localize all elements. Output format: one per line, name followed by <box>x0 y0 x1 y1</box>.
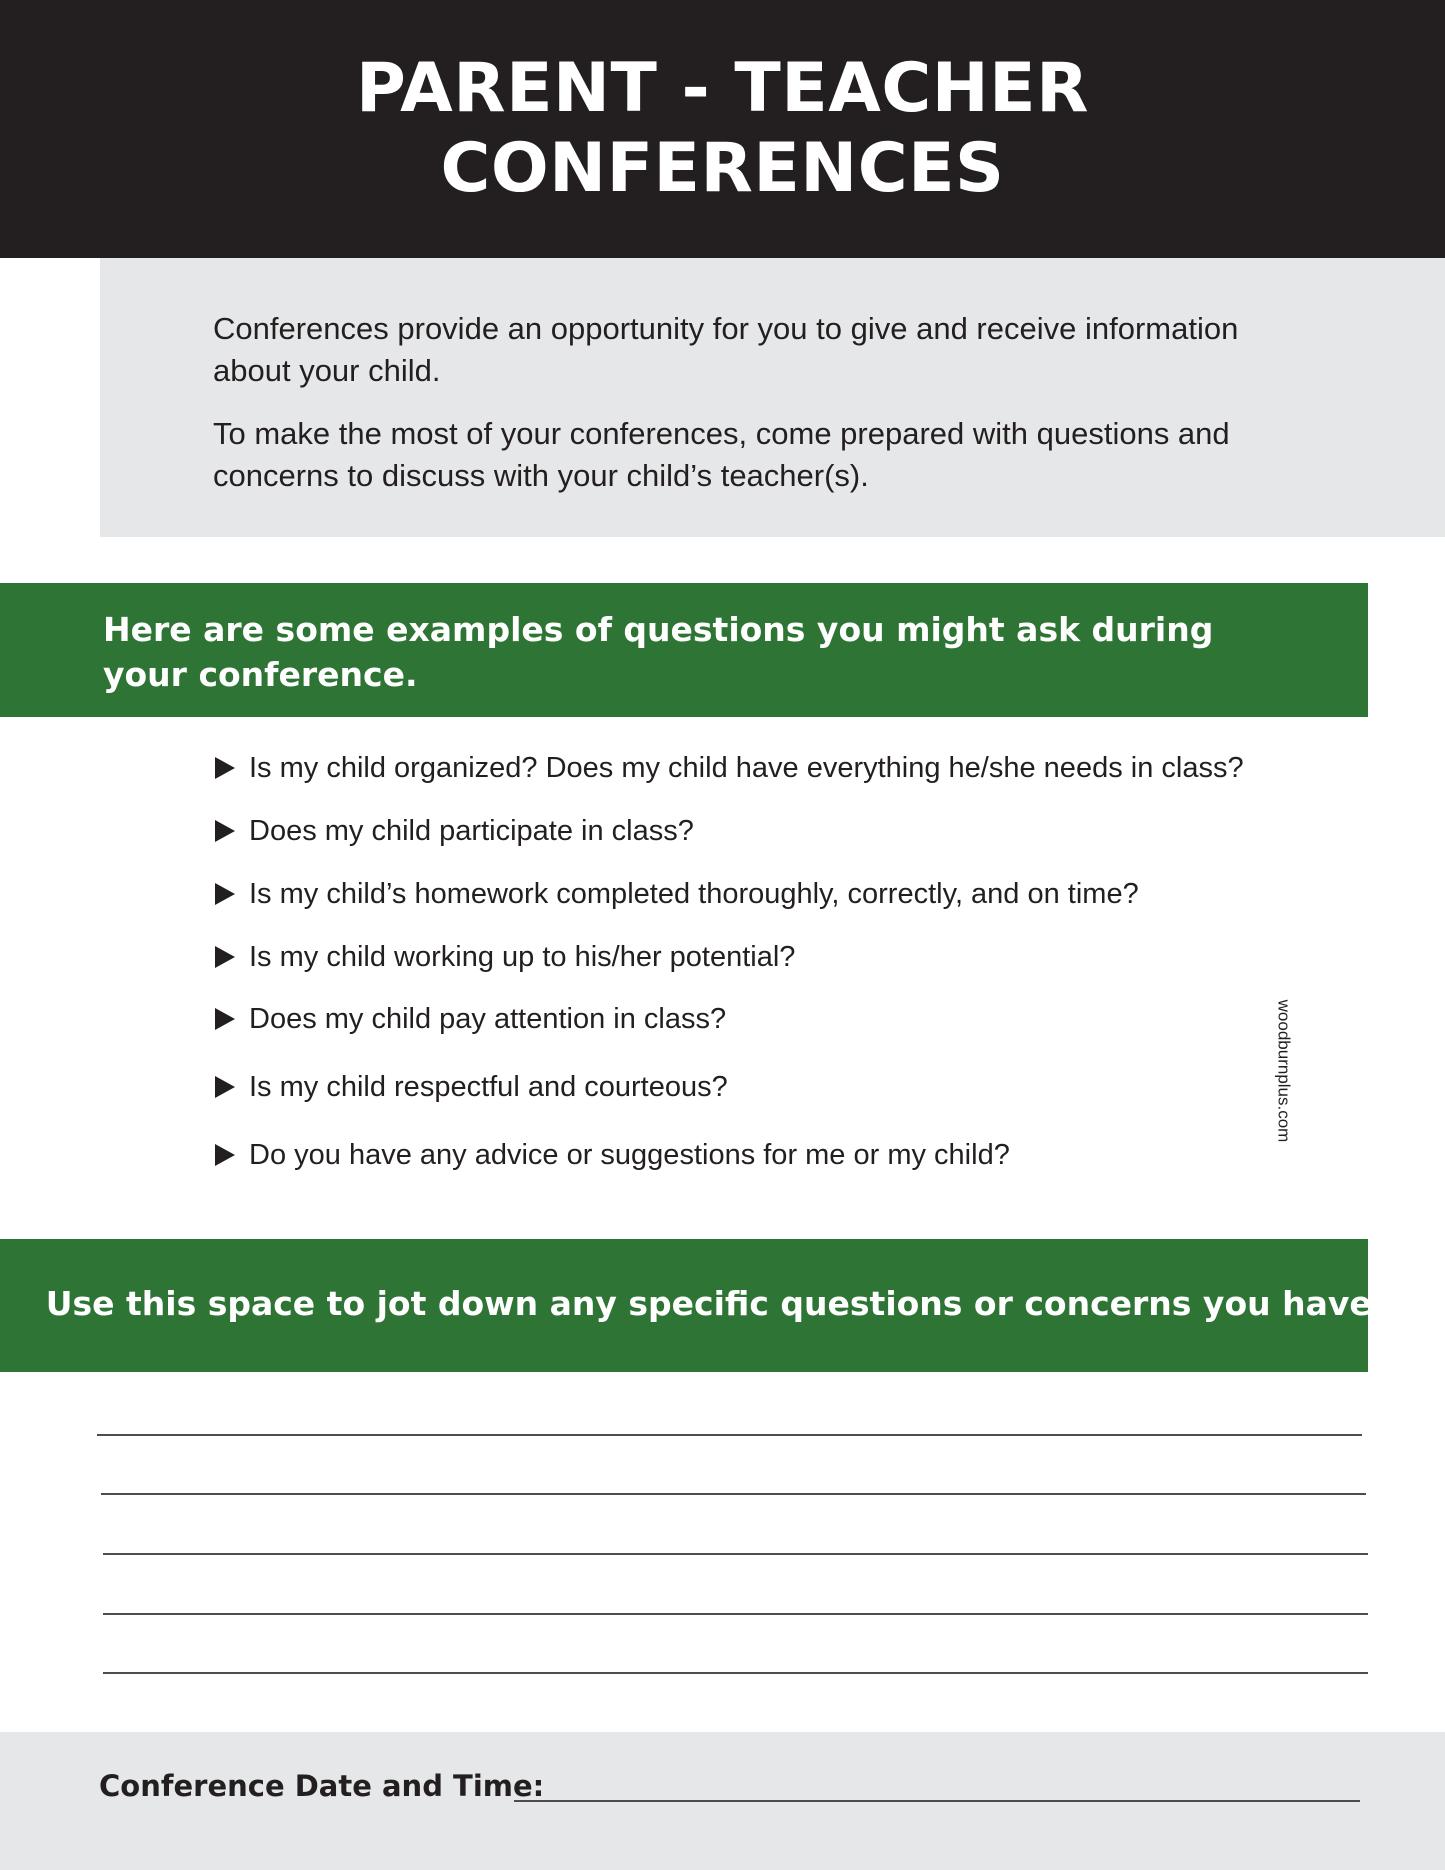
examples-heading-band <box>0 583 1368 717</box>
notes-heading: Use this space to jot down any specific questions or concerns you have. <box>45 1284 1385 1323</box>
question-text: Is my child’s homework completed thoroughly, correctly, and on time? <box>249 878 1139 910</box>
footer-panel <box>0 1732 1445 1870</box>
list-item <box>215 1068 728 1106</box>
question-text: Is my child respectful and courteous? <box>249 1071 728 1103</box>
question-text: Do you have any advice or suggestions for me or my child? <box>249 1139 1010 1171</box>
triangle-bullet-icon <box>215 1076 235 1098</box>
conference-date-label: Conference Date and Time: <box>99 1769 545 1803</box>
triangle-bullet-icon <box>215 883 235 905</box>
intro-paragraph-2: To make the most of your conferences, come prepared with questions and concerns to discuss with your child’s teacher(s). <box>213 416 1230 493</box>
intro-paragraph-1: Conferences provide an opportunity for you to give and receive information about your child. <box>213 311 1239 388</box>
question-text: Is my child working up to his/her potential? <box>249 941 796 973</box>
watermark-text: woodburnplus.com <box>1274 999 1294 1142</box>
watermark <box>1268 988 1298 1153</box>
notes-heading-band <box>0 1239 1385 1372</box>
writing-line[interactable] <box>101 1493 1366 1495</box>
page-title-line-1: PARENT - TEACHER <box>356 49 1089 128</box>
question-text: Does my child participate in class? <box>249 815 694 847</box>
page-header <box>0 0 1445 258</box>
writing-line[interactable] <box>103 1672 1368 1674</box>
intro-panel <box>100 258 1445 537</box>
page-title-line-2: CONFERENCES <box>440 129 1005 208</box>
list-item <box>215 812 694 850</box>
list-item <box>215 1000 726 1038</box>
list-item <box>215 938 795 976</box>
list-item <box>215 1136 1010 1174</box>
triangle-bullet-icon <box>215 757 235 779</box>
question-text: Does my child pay attention in class? <box>249 1003 727 1035</box>
triangle-bullet-icon <box>215 820 235 842</box>
writing-line[interactable] <box>103 1553 1368 1555</box>
triangle-bullet-icon <box>215 946 235 968</box>
list-item <box>215 749 1244 787</box>
triangle-bullet-icon <box>215 1144 235 1166</box>
triangle-bullet-icon <box>215 1008 235 1030</box>
conference-date-field[interactable] <box>514 1800 1360 1802</box>
list-item <box>215 875 1139 913</box>
examples-heading: Here are some examples of questions you might ask during your conference. <box>103 610 1214 694</box>
question-text: Is my child organized? Does my child have everything he/she needs in class? <box>249 752 1244 784</box>
writing-line[interactable] <box>103 1613 1368 1615</box>
writing-line[interactable] <box>97 1434 1362 1436</box>
